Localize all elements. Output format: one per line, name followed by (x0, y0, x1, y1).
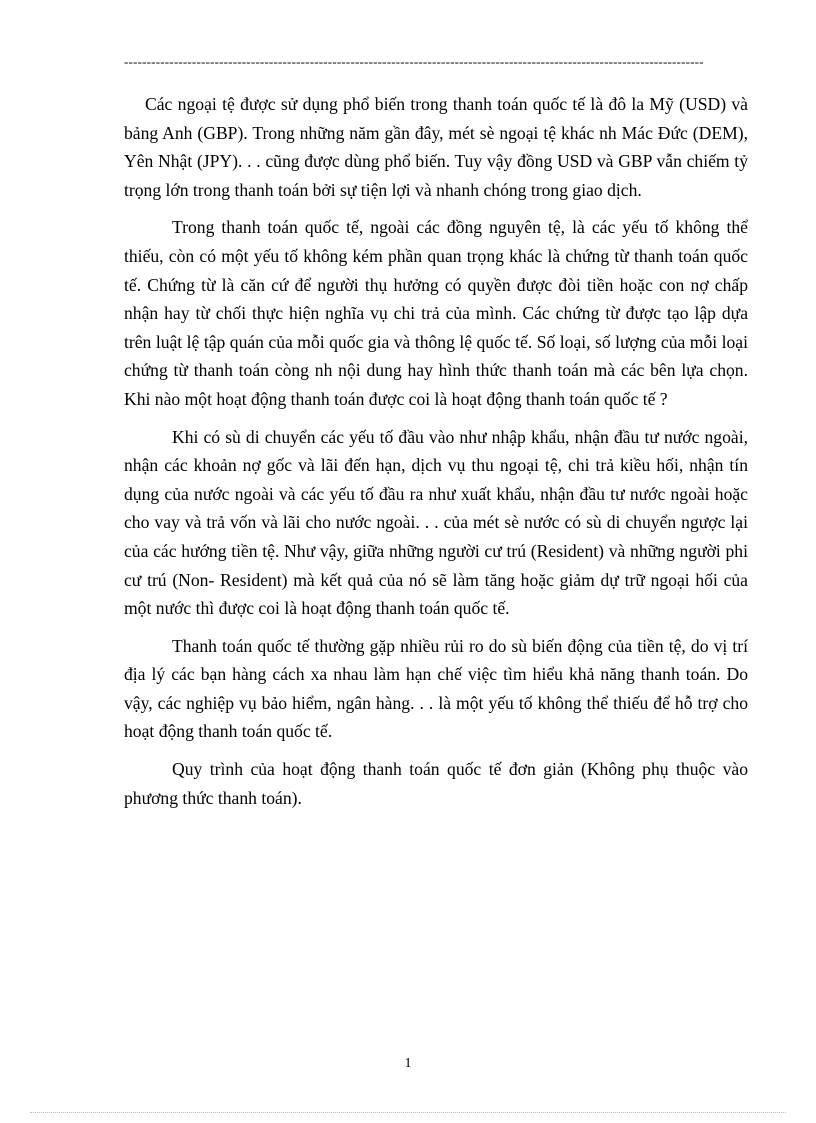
paragraph-currencies: Các ngoại tệ được sử dụng phổ biến trong thanh toán quốc tế là đô la Mỹ (USD) và bảng Anh (GBP). Trong những năm gần đây, mét sè ngoại tệ khác nh Mác Đức (DEM), Yên Nhật (JPY). . . cũng được dùng phổ biến. Tuy vậy đồng USD và GBP vẫn chiếm tỷ trọng lớn trong thanh toán bởi sự tiện lợi và nhanh chóng trong giao dịch. (124, 94, 748, 200)
header-separator: -------------------------------------------------------------------------------------------------------------------------------- (124, 54, 704, 69)
footer-divider (30, 1112, 786, 1113)
paragraph-process: Quy trình của hoạt động thanh toán quốc tế đơn giản (Không phụ thuộc vào phương thức thanh toán). (124, 759, 748, 808)
page-number: 1 (404, 1056, 412, 1071)
document-body (124, 90, 748, 821)
paragraph-documents: Trong thanh toán quốc tế, ngoài các đồng nguyên tệ, là các yếu tố không thể thiếu, còn có một yếu tố không kém phần quan trọng khác là chứng từ thanh toán quốc tế. Chứng từ là căn cứ để người thụ hưởng có quyền được đòi tiền hoặc con nợ chấp nhận hay từ chối thực hiện nghĩa vụ chi trả của mình. Các chứng từ được tạo lập dựa trên luật lệ tập quán của mỗi quốc gia và thông lệ quốc tế. Số loại, số lượng của mỗi loại chứng từ thanh toán còng nh nội dung hay hình thức thanh toán mà các bên lựa chọn. Khi nào một hoạt động thanh toán được coi là hoạt động thanh toán quốc tế ? (124, 217, 748, 409)
paragraph-definition: Khi có sù di chuyển các yếu tố đầu vào như nhập khẩu, nhận đầu tư nước ngoài, nhận các khoản nợ gốc và lãi đến hạn, dịch vụ thu ngoại tệ, chi trả kiều hối, nhận tín dụng của nước ngoài và các yếu tố đầu ra như xuất khẩu, nhận đầu tư nước ngoài hoặc cho vay và trả vốn và lãi cho nước ngoài. . . của mét sè nước có sù di chuyển ngược lại của các hướng tiền tệ. Như vậy, giữa những người cư trú (Resident) và những người phi cư trú (Non- Resident) mà kết quả của nó sẽ làm tăng hoặc giảm dự trữ ngoại hối của một nước thì được coi là hoạt động thanh toán quốc tế. (124, 426, 748, 619)
paragraph-risks: Thanh toán quốc tế thường gặp nhiều rủi ro do sù biến động của tiền tệ, do vị trí địa lý các bạn hàng cách xa nhau làm hạn chế việc tìm hiểu khả năng thanh toán. Do vậy, các nghiệp vụ bảo hiểm, ngân hàng. . . là một yếu tố không thể thiếu để hỗ trợ cho hoạt động thanh toán quốc tế. (124, 635, 748, 742)
